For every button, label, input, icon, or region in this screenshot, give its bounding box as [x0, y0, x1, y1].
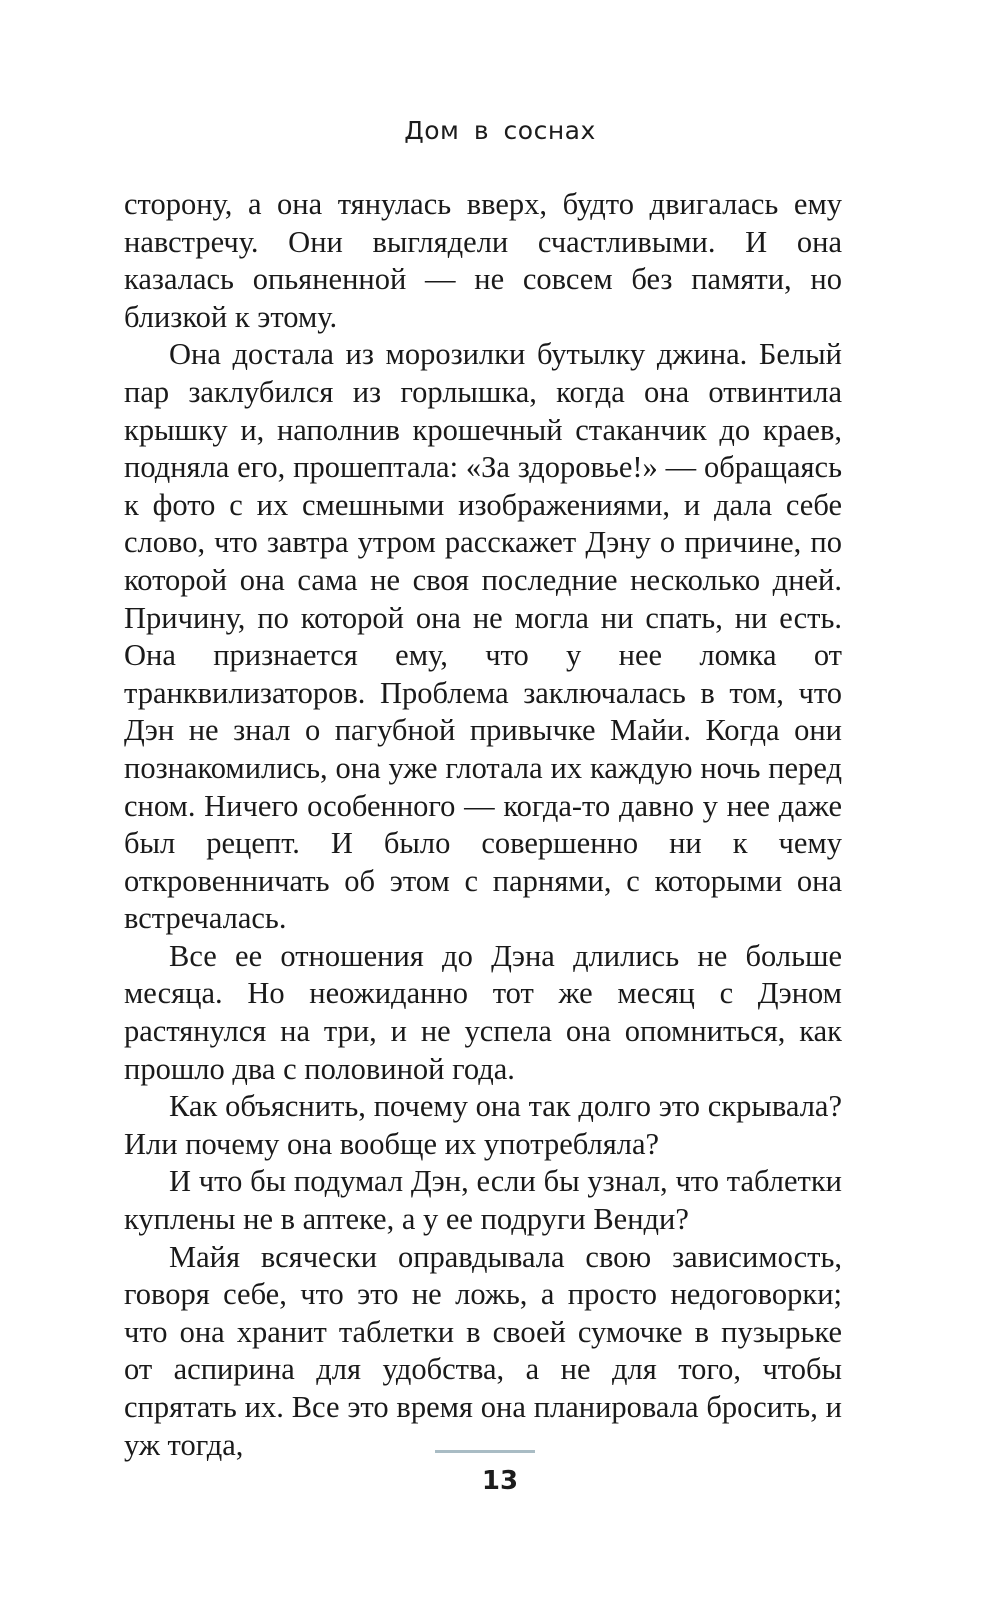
- body-text: [124, 186, 842, 1464]
- page-number: 13: [481, 1466, 519, 1496]
- paragraph-continued: сторону, а она тянулась вверх, будто двигалась ему навстречу. Они выглядели счастливыми. И она казалась опьяненной — не совсем без памяти, но близкой к этому.: [124, 187, 842, 334]
- paragraph: Как объяснить, почему она так долго это скрывала? Или почему она вообще их употребляла?: [124, 1089, 842, 1161]
- paragraph: И что бы подумал Дэн, если бы узнал, что таблетки куплены не в аптеке, а у ее подруги Венди?: [124, 1164, 842, 1237]
- running-head: Дом в соснах: [404, 116, 596, 145]
- paragraph: Она достала из морозилки бутылку джина. Белый пар заклубился из горлышка, когда она отвинтила крышку и, наполнив крошечный стаканчик до краев, подняла его, прошептала: «За здоровье!» — обращаясь к фото с их смешными изображениями, и дала себе слово, что завтра утром расскажет Дэну о причине, по которой она сама не своя последние несколько дней. Причину, по которой она не могла ни спать, ни есть. Она признается ему, что у нее ломка от транквилизаторов. Проблема заключалась в том, что Дэн не знал о пагубной привычке Майи. Когда они познакомились, она уже глотала их каждую ночь перед сном. Ничего особенного — когда-то давно у нее даже был рецепт. И было совершенно ни к чему откровенничать об этом с парнями, с которыми она встречалась.: [124, 337, 842, 936]
- paragraph: Майя всячески оправдывала свою зависимость, говоря себе, что это не ложь, а просто недоговорки; что она хранит таблетки в своей сумочке в пузырьке от аспирина для удобства, а не для того, чтобы спрятать их. Все это время она планировала бросить, и уж тогда,: [124, 1239, 842, 1462]
- footer-rule: [435, 1450, 535, 1453]
- paragraph: Все ее отношения до Дэна длились не больше месяца. Но неожиданно тот же месяц с Дэном растянулся на три, и не успела она опомниться, как прошло два с половиной года.: [124, 938, 842, 1086]
